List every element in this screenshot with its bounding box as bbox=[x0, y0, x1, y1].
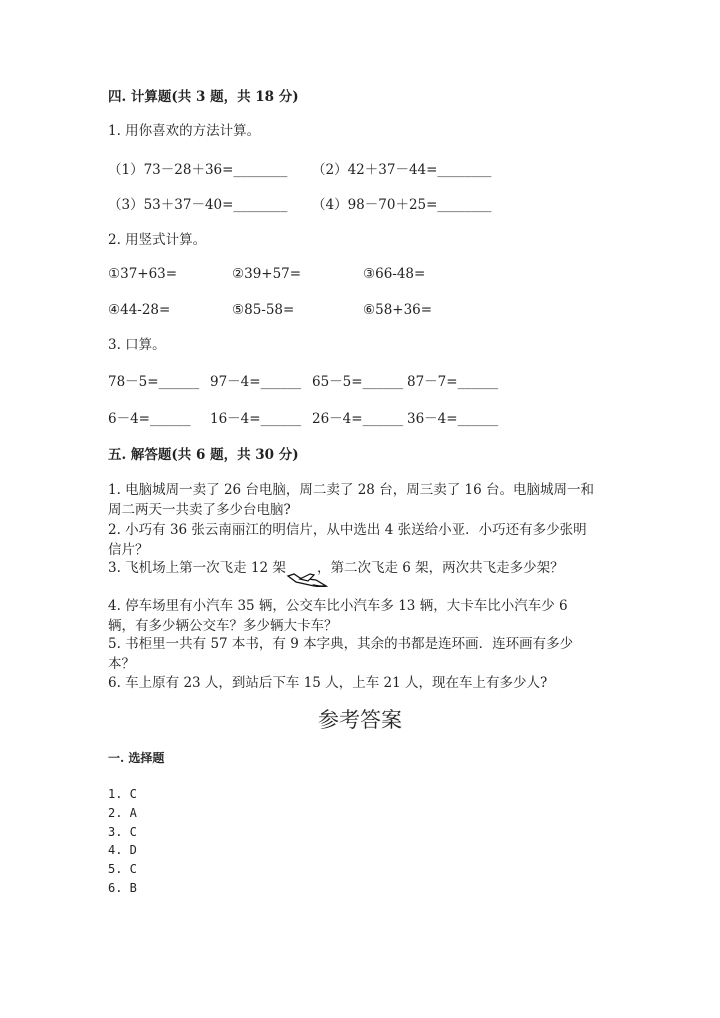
q1-item: （1）73－28＋36=________ bbox=[108, 162, 288, 178]
q3-item: 65－5=______ bbox=[312, 374, 404, 390]
q3-item: 87－7=______ bbox=[407, 374, 499, 390]
answer-item: 6. B bbox=[108, 881, 137, 895]
problem-line: 辆，有多少辆公交车？多少辆大卡车？ bbox=[108, 618, 338, 634]
answer-item: 5. C bbox=[108, 862, 137, 876]
problem-line: 5. 书柜里一共有 57 本书，有 9 本字典，其余的书都是连环画．连环画有多少 bbox=[108, 636, 574, 652]
q2-item: ③66-48= bbox=[363, 266, 426, 282]
q3-item: 36－4=______ bbox=[407, 411, 499, 427]
q2-item: ④44-28= bbox=[108, 302, 171, 318]
q1-item: （3）53＋37－40=________ bbox=[108, 197, 288, 213]
problem-line: 1. 电脑城周一卖了 26 台电脑，周二卖了 28 台，周三卖了 16 台。电脑城周一和 bbox=[108, 482, 594, 498]
answer-item: 3. C bbox=[108, 825, 137, 839]
q3-item: 97－4=______ bbox=[210, 374, 302, 390]
answer-item: 1. C bbox=[108, 787, 137, 801]
q3-label: 3. 口算。 bbox=[108, 337, 166, 353]
answer-item: 4. D bbox=[108, 843, 137, 857]
q3-item: 6－4=______ bbox=[108, 411, 191, 427]
q3-item: 16－4=______ bbox=[210, 411, 302, 427]
q1-item: （4）98－70＋25=________ bbox=[312, 197, 492, 213]
q2-item: ⑤85-58= bbox=[232, 302, 295, 318]
problem-line: 3. 飞机场上第一次飞走 12 架 bbox=[108, 560, 286, 576]
problem-line: ，第二次飞走 6 架，两次共飞走多少架？ bbox=[317, 560, 564, 576]
section5-heading: 五. 解答题(共 6 题，共 30 分) bbox=[108, 447, 299, 463]
section4-heading: 四. 计算题(共 3 题，共 18 分) bbox=[108, 89, 299, 105]
problem-line: 6. 车上原有 23 人，到站后下车 15 人，上车 21 人，现在车上有多少人? bbox=[108, 675, 548, 691]
q2-item: ⑥58+36= bbox=[363, 302, 433, 318]
q3-item: 78－5=______ bbox=[108, 374, 200, 390]
problem-line: 4. 停车场里有小汽车 35 辆，公交车比小汽车多 13 辆，大卡车比小汽车少 6 bbox=[108, 598, 568, 614]
q3-item: 26－4=______ bbox=[312, 411, 404, 427]
answers-title: 参考答案 bbox=[318, 708, 402, 732]
problem-line: 信片？ bbox=[108, 542, 149, 558]
q1-item: （2）42＋37－44=________ bbox=[312, 162, 492, 178]
answer-item: 2. A bbox=[108, 806, 137, 820]
problem-line: 本？ bbox=[108, 656, 135, 672]
problem-line: 周二两天一共卖了多少台电脑? bbox=[108, 502, 291, 518]
q2-label: 2. 用竖式计算。 bbox=[108, 232, 207, 248]
answers-section1-heading: 一. 选择题 bbox=[108, 751, 165, 765]
q1-label: 1. 用你喜欢的方法计算。 bbox=[108, 123, 261, 139]
q2-item: ②39+57= bbox=[232, 266, 302, 282]
problem-line: 2. 小巧有 36 张云南丽江的明信片，从中选出 4 张送给小亚．小巧还有多少张明 bbox=[108, 522, 587, 538]
airplane-icon bbox=[286, 570, 330, 590]
q2-item: ①37+63= bbox=[108, 266, 178, 282]
